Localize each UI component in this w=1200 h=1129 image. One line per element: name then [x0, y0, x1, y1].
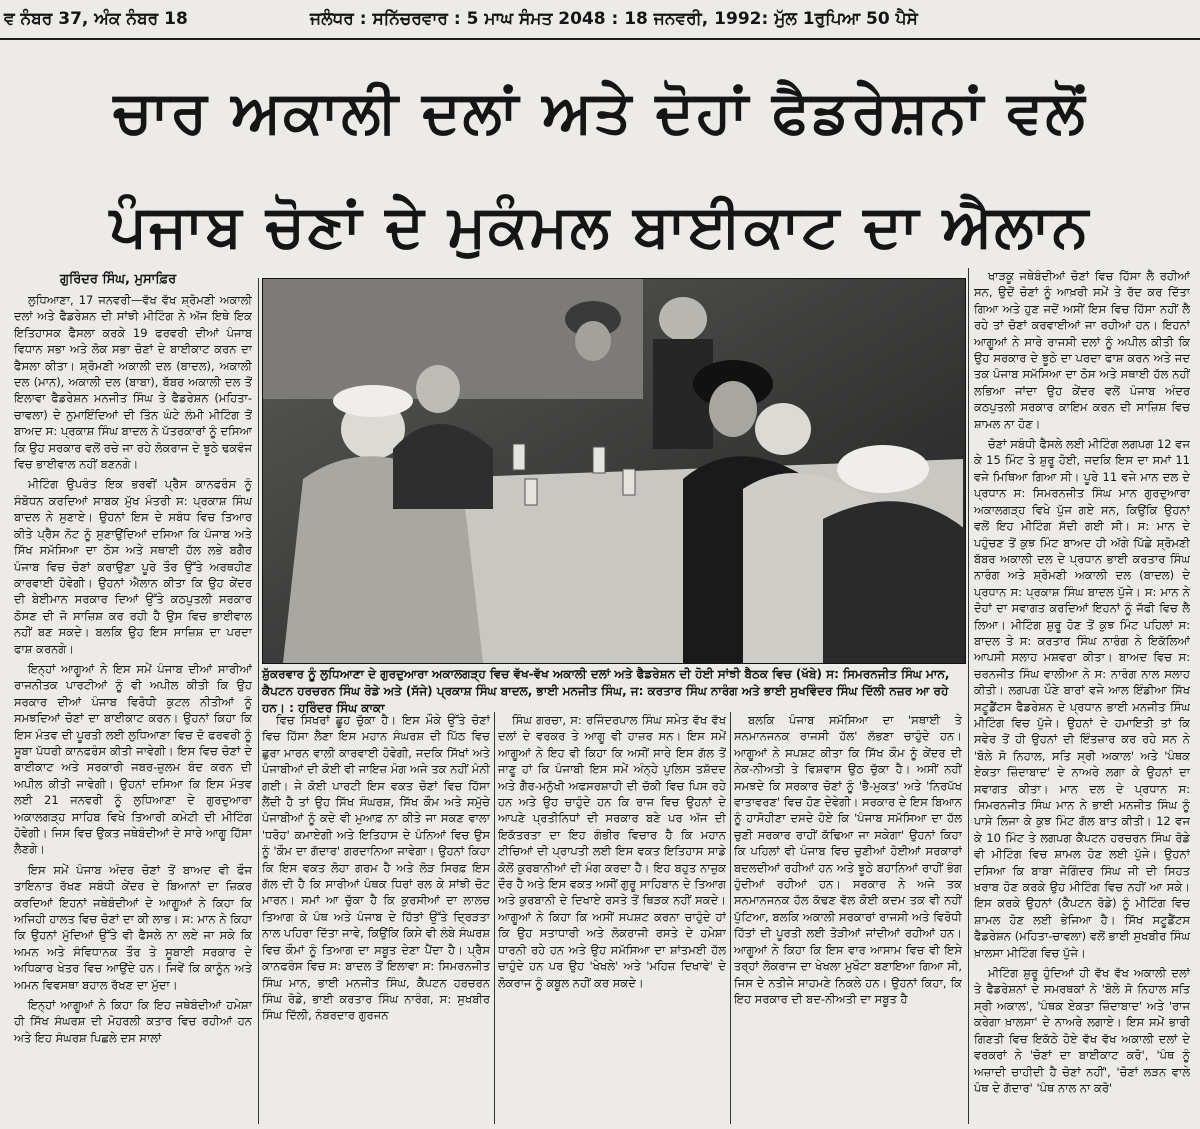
column-bottom-2 [498, 712, 726, 1124]
byline: ਗੁਰਿੰਦਰ ਸਿੰਘ, ਮੁਸਾਫ਼ਿਰ [60, 272, 177, 287]
photo-caption: ਸ਼ੁੱਕਰਵਾਰ ਨੂੰ ਲੁਧਿਆਣਾ ਦੇ ਗੁਰਦੁਆਰਾ ਅਕਾਲਗੜ੍ਹ ਵਿਚ ਵੱਖ-ਵੱਖ ਅਕਾਲੀ ਦਲਾਂ ਅਤੇ ਫੈਡਰੇਸ਼ਨ ਦੀ ਹੋਈ ਸਾਂਝੀ ਬੈਠਕ ਵਿਚ (ਖੱਬੇ) ਸ: ਸਿਮਰਨਜੀਤ ਸਿੰਘ ਮਾਨ, ਕੈਪਟਨ ਹਰਚਰਨ ਸਿੰਘ ਰੋਡੇ ਅਤੇ (ਸੱਜੇ) ਪ੍ਰਕਾਸ਼ ਸਿੰਘ ਬਾਦਲ, ਭਾਈ ਮਨਜੀਤ ਸਿੰਘ, ਜ: ਕਰਤਾਰ ਸਿੰਘ ਨਾਰੰਗ ਅਤੇ ਭਾਈ ਸੁਖਵਿੰਦਰ ਸਿੰਘ ਦਿੱਲੀ ਨਜ਼ਰ ਆ ਰਹੇ ਹਨ। : ਹਰਿੰਦਰ ਸਿੰਘ ਕਾਕਾ [262, 667, 950, 715]
column-left [14, 292, 252, 1122]
date-line: ਜਲੰਧਰ : ਸਨਿੱਚਰਵਾਰ : 5 ਮਾਘ ਸੰਮਤ 2048 : 18 ਜਨਵਰੀ, 1992: ਮੁੱਲ 1ਰੁਪਿਆ 50 ਪੈਸੇ [310, 9, 918, 29]
headline-line-1: ਚਾਰ ਅਕਾਲੀ ਦਲਾਂ ਅਤੇ ਦੋਹਾਂ ਫੈਡਰੇਸ਼ਨਾਂ ਵਲੋਂ [113, 78, 1087, 146]
column-right [974, 268, 1190, 1123]
paragraph: ਵਿਚ ਸਿਖਰਾਂ ਛੂਹ ਚੁੱਕਾ ਹੈ। ਇਸ ਮੌਕੇ ਉੱਤੇ ਚੋਣਾਂ ਵਿਚ ਹਿੱਸਾ ਲੈਣਾ ਇਸ ਮਹਾਨ ਸੰਘਰਸ਼ ਦੀ ਪਿੱਠ ਵਿਚ ਛੁਰਾ ਮਾਰਨ ਵਾਲੀ ਕਾਰਵਾਈ ਹੋਵੇਗੀ, ਜਦਕਿ ਸਿੱਖਾਂ ਅਤੇ ਪੰਜਾਬੀਆਂ ਦੀ ਕੋਈ ਵੀ ਜਾਇਜ਼ ਮੰਗ ਅਜੇ ਤਕ ਨਹੀਂ ਮੰਨੀ ਗਈ। ਜੇ ਕੋਈ ਪਾਰਟੀ ਇਸ ਵਕਤ ਚੋਣਾਂ ਵਿਚ ਹਿੱਸਾ ਲੈਂਦੀ ਹੈ ਤਾਂ ਉਹ ਸਿੱਖ ਸੰਘਰਸ਼, ਸਿੱਖ ਕੌਮ ਅਤੇ ਸਮੁੱਚੇ ਪੰਜਾਬੀਆਂ ਨੂੰ ਕਦੇ ਵੀ ਮੁਆਫ਼ ਨਾ ਕੀਤੇ ਜਾ ਸਕਣ ਵਾਲਾ 'ਧਰੋਹ' ਕਮਾਏਗੀ ਅਤੇ ਇਤਿਹਾਸ ਦੇ ਪੰਨਿਆਂ ਵਿਚ ਉਸ ਨੂੰ 'ਕੌਮ ਦਾ ਗੱਦਾਰ' ਗਰਦਾਨਿਆ ਜਾਵੇਗਾ। ਉਹਨਾਂ ਕਿਹਾ ਕਿ ਇਸ ਵਕਤ ਲੋਹਾ ਗਰਮ ਹੈ ਅਤੇ ਲੋੜ ਸਿਰਫ਼ ਇਸ ਗੱਲ ਦੀ ਹੈ ਕਿ ਸਾਰੀਆਂ ਪੰਥਕ ਧਿਰਾਂ ਰਲ ਕੇ ਸਾਂਝੀ ਚੋਟ ਮਾਰਨ। ਸਮਾਂ ਆ ਚੁੱਕਾ ਹੈ ਕਿ ਕੁਰਸੀਆਂ ਦਾ ਲਾਲਚ ਤਿਆਗ ਕੇ ਪੰਥ ਅਤੇ ਪੰਜਾਬ ਦੇ ਹਿੱਤਾਂ ਉੱਤੇ ਦ੍ਰਿੜਤਾ ਨਾਲ ਪਹਿਰਾ ਦਿੱਤਾ ਜਾਵੇ, ਕਿਉਂਕਿ ਕਿਸੇ ਵੀ ਲੰਬੇ ਸੰਘਰਸ਼ ਵਿਚ ਕੌਮਾਂ ਨੂੰ ਤਿਆਗ ਦਾ ਸਬੂਤ ਦੇਣਾ ਪੈਂਦਾ ਹੈ। ਪ੍ਰੈਸ ਕਾਨਫਰੰਸ ਵਿਚ ਸ: ਬਾਦਲ ਤੋਂ ਇਲਾਵਾ ਸ: ਸਿਮਰਨਜੀਤ ਸਿੰਘ ਮਾਨ, ਭਾਈ ਮਨਜੀਤ ਸਿੰਘ, ਕੈਪਟਨ ਹਰਚਰਨ ਸਿੰਘ ਰੋਡੇ, ਭਾਈ ਕਰਤਾਰ ਸਿੰਘ ਨਾਰੰਗ, ਸ: ਸੁਖਬੀਰ ਸਿੰਘ ਦਿੱਲੀ, ਨੰਬਰਦਾਰ ਗੁਰਜਨ [262, 713, 490, 1023]
photo-scene [263, 279, 965, 663]
paragraph: ਚੋਣਾਂ ਸਬੰਧੀ ਫੈਸਲੇ ਲਈ ਮੀਟਿੰਗ ਲਗਪਗ 12 ਵਜ ਕੇ 15 ਮਿੰਟ ਤੇ ਸ਼ੁਰੂ ਹੋਈ, ਜਦਕਿ ਇਸ ਦਾ ਸਮਾਂ 11 ਵਜੇ ਮਿਥਿਆ ਗਿਆ ਸੀ। ਪੂਰੇ 11 ਵਜੇ ਮਾਨ ਦਲ ਦੇ ਪ੍ਰਧਾਨ ਸ: ਸਿਮਰਨਜੀਤ ਸਿੰਘ ਮਾਨ ਗੁਰਦੁਆਰਾ ਅਕਾਲਗੜ੍ਹ ਵਿਖੇ ਪੁੱਜ ਗਏ ਸਨ, ਕਿਉਂਕਿ ਉਹਨਾਂ ਵਲੋਂ ਇਹ ਮੀਟਿੰਗ ਸੱਦੀ ਗਈ ਸੀ। ਸ: ਮਾਨ ਦੇ ਪਹੁੰਚਣ ਤੋਂ ਕੁਝ ਮਿੰਟ ਬਾਅਦ ਹੀ ਅੱਗੇ ਪਿੱਛੇ ਸ਼੍ਰੋਮਣੀ ਬੱਬਰ ਅਕਾਲੀ ਦਲ ਦੇ ਪ੍ਰਧਾਨ ਭਾਈ ਕਰਤਾਰ ਸਿੰਘ ਨਾਰੰਗ ਅਤੇ ਸ਼੍ਰੋਮਣੀ ਅਕਾਲੀ ਦਲ (ਬਾਦਲ) ਦੇ ਪ੍ਰਧਾਨ ਸ: ਪ੍ਰਕਾਸ਼ ਸਿੰਘ ਬਾਦਲ ਪੁੱਜੇ। ਸ: ਮਾਨ ਨੇ ਦੋਹਾਂ ਦਾ ਸਵਾਗਤ ਕਰਦਿਆਂ ਇਹਨਾਂ ਨੂੰ ਜੱਫੀ ਵਿਚ ਲੈ ਲਿਆ। ਮੀਟਿੰਗ ਸ਼ੁਰੂ ਹੋਣ ਤੋਂ ਕੁਝ ਮਿੰਟ ਪਹਿਲਾਂ ਸ: ਬਾਦਲ ਤੇ ਸ: ਕਰਤਾਰ ਸਿੰਘ ਨਾਰੰਗ ਨੇ ਇਕੱਲਿਆਂ ਆਪਸੀ ਸਲਾਹ ਮਸ਼ਵਰਾ ਕੀਤਾ। ਬਾਅਦ ਵਿਚ ਸ: ਚਰਨਜੀਤ ਸਿੰਘ ਵਾਲੀਆ ਨੇ ਸ: ਨਾਰੰਗ ਨਾਲ ਸਲਾਹ ਕੀਤੀ। ਲਗਪਗ ਪੌਣੇ ਬਾਰਾਂ ਵਜੇ ਆਲ ਇੰਡੀਆ ਸਿੱਖ ਸਟੂਡੈਂਟਸ ਫੈਡਰੇਸ਼ਨ ਦੇ ਪ੍ਰਧਾਨ ਭਾਈ ਮਨਜੀਤ ਸਿੰਘ ਮੀਟਿੰਗ ਵਿਚ ਪੁੱਜੇ। ਉਹਨਾਂ ਦੇ ਹਮਾਇਤੀ ਤਾਂ ਕਿ ਸਵੇਰ ਤੋਂ ਹੀ ਉਹਨਾਂ ਦੀ ਇੰਤਜ਼ਾਰ ਕਰ ਰਹੇ ਸਨ ਨੇ 'ਬੋਲੇ ਸੋ ਨਿਹਾਲ, ਸਤਿ ਸ੍ਰੀ ਅਕਾਲ' ਅਤੇ 'ਪੰਥਕ ਏਕਤਾ ਜ਼ਿੰਦਾਬਾਦ' ਦੇ ਨਾਅਰੇ ਲਗਾ ਕੇ ਉਹਨਾਂ ਦਾ ਸਵਾਗਤ ਕੀਤਾ। ਮਾਨ ਦਲ ਦੇ ਪ੍ਰਧਾਨ ਸ: ਸਿਮਰਨਜੀਤ ਸਿੰਘ ਮਾਨ ਨੇ ਭਾਈ ਮਨਜੀਤ ਸਿੰਘ ਨੂੰ ਪਾਸੇ ਲਿਜਾ ਕੇ ਕੁਝ ਮਿੰਟ ਗੱਲ ਬਾਤ ਕੀਤੀ। 12 ਵਜ ਕੇ 10 ਮਿੰਟ ਤੇ ਲਗਪਗ ਕੈਪਟਨ ਹਰਚਰਨ ਸਿੰਘ ਰੋਡੇ ਵੀ ਮੀਟਿੰਗ ਵਿਚ ਸ਼ਾਮਲ ਹੋਣ ਲਈ ਪੁੱਜੇ। ਉਹਨਾਂ ਦਸਿਆ ਕਿ ਬਾਬਾ ਜੋਗਿੰਦਰ ਸਿੰਘ ਜੀ ਦੀ ਸਿਹਤ ਖ਼ਰਾਬ ਹੋਣ ਕਰਕੇ ਉਹ ਮੀਟਿੰਗ ਵਿਚ ਨਹੀਂ ਆ ਸਕੇ। ਇਸ ਕਰਕੇ ਉਹਨਾਂ (ਕੈਪਟਨ ਰੋਡੇ) ਨੂੰ ਮੀਟਿੰਗ ਵਿਚ ਸ਼ਾਮਲ ਹੋਣ ਲਈ ਭੇਜਿਆ ਹੈ। ਸਿੱਖ ਸਟੂਡੈਂਟਸ ਫੈਡਰੇਸ਼ਨ (ਮਹਿਤਾ-ਚਾਵਲਾ) ਵਲੋਂ ਭਾਈ ਸੁਖਬੀਰ ਸਿੰਘ ਖ਼ਾਲਸਾ ਮੀਟਿੰਗ ਵਿਚ ਪੁੱਜੇ। [974, 437, 1190, 960]
column-divider [730, 712, 731, 1124]
paragraph: ਸਿੰਘ ਗਰਚਾ, ਸ: ਰਜਿੰਦਰਪਾਲ ਸਿੰਘ ਸਮੇਤ ਵੱਖ ਵੱਖ ਦਲਾਂ ਦੇ ਵਰਕਰ ਤੇ ਆਗੂ ਵੀ ਹਾਜ਼ਰ ਸਨ। ਇਸ ਸਮੇਂ ਆਗੂਆਂ ਨੇ ਇਹ ਵੀ ਕਿਹਾ ਕਿ ਅਸੀਂ ਸਾਰੇ ਇਸ ਗੱਲ ਤੋਂ ਜਾਣੂ ਹਾਂ ਕਿ ਪੰਜਾਬੀ ਇਸ ਸਮੇਂ ਅੰਨ੍ਹੇ ਪੁਲਿਸ ਤਸ਼ੱਦਦ ਅਤੇ ਗੈਰ-ਮਨੁੱਖੀ ਅਫਸਰਸ਼ਾਹੀ ਦੀ ਚੱਕੀ ਵਿਚ ਪਿਸ ਰਹੇ ਹਨ ਅਤੇ ਉਹ ਚਾਹੁੰਦੇ ਹਨ ਕਿ ਰਾਜ ਵਿਚ ਉਹਨਾਂ ਦੇ ਆਪਣੇ ਪ੍ਰਤੀਨਿਧਾਂ ਦੀ ਸਰਕਾਰ ਬਣੇ ਪਰ ਅੱਜ ਦੀ ਇਕੱਤਰਤਾ ਦਾ ਇਹ ਗੰਭੀਰ ਵਿਚਾਰ ਹੈ ਕਿ ਮਹਾਨ ਟੀਚਿਆਂ ਦੀ ਪ੍ਰਾਪਤੀ ਲਈ ਇਸ ਵਕਤ ਇਤਿਹਾਸ ਸਾਡੇ ਕੋਲੋਂ ਕੁਰਬਾਨੀਆਂ ਦੀ ਮੰਗ ਕਰਦਾ ਹੈ। ਇਹ ਬਹੁਤ ਨਾਜ਼ੁਕ ਦੌਰ ਹੈ ਅਤੇ ਇਸ ਵਕਤ ਅਸੀਂ ਗੁਰੂ ਸਾਹਿਬਾਨ ਦੇ ਤਿਆਗ ਅਤੇ ਕੁਰਬਾਨੀ ਦੇ ਦਿਖਾਏ ਰਸਤੇ ਤੋਂ ਥਿੜਕ ਨਹੀਂ ਸਕਦੇ। ਆਗੂਆਂ ਨੇ ਕਿਹਾ ਕਿ ਅਸੀਂ ਸਪਸ਼ਟ ਕਰਨਾ ਚਾਹੁੰਦੇ ਹਾਂ ਕਿ ਉਹ ਸਤਾਧਾਰੀ ਅਤੇ ਲੋਕਰਾਜੀ ਰਸਤੇ ਦੇ ਹਮੇਸ਼ਾ ਧਾਰਨੀ ਰਹੇ ਹਨ ਅਤੇ ਉਹ ਸਮੱਸਿਆ ਦਾ ਸ਼ਾਂਤਮਈ ਹੱਲ ਚਾਹੁੰਦੇ ਹਨ ਪਰ ਉਹ 'ਖੇਖਲੇ' ਅਤੇ 'ਮਹਿਜ਼ ਦਿਖਾਵੇ' ਦੇ ਲੋਕਰਾਜ ਨੂੰ ਕਬੂਲ ਨਹੀਂ ਕਰ ਸਕਦੇ। [498, 713, 726, 990]
issue-number: ਵ ਨੰਬਰ 37, ਅੰਕ ਨੰਬਰ 18 [4, 9, 188, 29]
column-bottom-3 [734, 712, 962, 1124]
paragraph: ਬਲਕਿ ਪੰਜਾਬ ਸਮੱਸਿਆ ਦਾ 'ਸਥਾਈ ਤੇ ਸਨਮਾਨਜਨਕ ਰਾਜਸੀ ਹੱਲ' ਲੱਭਣਾ ਚਾਹੁੰਦੇ ਹਨ। ਆਗੂਆਂ ਨੇ ਸਪਸ਼ਟ ਕੀਤਾ ਕਿ ਸਿੱਖ ਕੌਮ ਨੂੰ ਕੇਂਦਰ ਦੀ ਨੇਕ-ਨੀਅਤੀ ਤੇ ਵਿਸ਼ਵਾਸ ਉਠ ਚੁੱਕਾ ਹੈ। ਅਸੀਂ ਨਹੀਂ ਸਮਝਦੇ ਕਿ ਸਰਕਾਰ ਚੋਣਾਂ ਨੂੰ 'ਭੈ-ਮੁਕਤ' ਅਤੇ 'ਨਿਰਪੱਖ ਵਾਤਾਵਰਣ' ਵਿਚ ਹੋਣ ਦੇਵੇਗੀ। ਸਰਕਾਰ ਦੇ ਇਸ ਬਿਆਨ ਨੂੰ ਹਾਸੋਹੀਣਾ ਦਸਦੇ ਹੋਏ ਕਿ 'ਪੰਜਾਬ ਸਮੱਸਿਆ ਦਾ ਹੱਲ ਚੁਣੀ ਸਰਕਾਰ ਰਾਹੀਂ ਕੱਢਿਆ ਜਾ ਸਕੇਗਾ' ਉਹਨਾਂ ਕਿਹਾ ਕਿ ਪਹਿਲਾਂ ਵੀ ਪੰਜਾਬ ਵਿਚ ਚੁਣੀਆਂ ਹੋਈਆਂ ਸਰਕਾਰਾਂ ਬਦਲਦੀਆਂ ਰਹੀਆਂ ਹਨ ਅਤੇ ਝੂਠੇ ਬਹਾਨਿਆਂ ਰਾਹੀਂ ਭੰਗ ਹੁੰਦੀਆਂ ਰਹੀਆਂ ਹਨ। ਸਰਕਾਰ ਨੇ ਅਜੇ ਤਕ ਸਨਮਾਨਜਨਕ ਹੱਲ ਕੱਢਣ ਵੱਲ ਕੋਈ ਕਦਮ ਤਕ ਵੀ ਨਹੀਂ ਪੁੱਟਿਆ, ਬਲਕਿ ਅਕਾਲੀ ਸਰਕਾਰਾਂ ਰਾਜਸੀ ਅਤੇ ਵਿਰੋਧੀ ਹਿੱਤਾਂ ਦੀ ਪੂਰਤੀ ਲਈ ਤੋੜੀਆਂ ਜਾਂਦੀਆਂ ਰਹੀਆਂ ਹਨ। ਆਗੂਆਂ ਨੇ ਕਿਹਾ ਕਿ ਇਸ ਵਾਰ ਆਸਾਮ ਵਿਚ ਵੀ ਇਸੇ ਤਰ੍ਹਾਂ ਲੋਕਰਾਜ ਦਾ ਖੇਖਲਾ ਮੁਖੌਟਾ ਬਣਾਇਆ ਗਿਆ ਸੀ, ਜਿਸ ਦੇ ਨਤੀਜੇ ਸਾਹਮਣੇ ਨਿਕਲੇ ਹਨ। ਉਹਨਾਂ ਕਿਹਾ, ਕਿ ਇਹ ਸਰਕਾਰ ਦੀ ਬਦ-ਨੀਅਤੀ ਦਾ ਸਬੂਤ ਹੈ [734, 713, 962, 1006]
column-divider [968, 268, 969, 1124]
paragraph: ਮੀਟਿੰਗ ਸ਼ੁਰੂ ਹੁੰਦਿਆਂ ਹੀ ਵੱਖ ਵੱਖ ਅਕਾਲੀ ਦਲਾਂ ਤੇ ਫੈਡਰੇਸ਼ਨਾਂ ਦੇ ਸਮਰਥਕਾਂ ਨੇ 'ਬੋਲੇ ਸੋ ਨਿਹਾਲ ਸਤਿ ਸ੍ਰੀ ਅਕਾਲ', 'ਪੰਥਕ ਏਕਤਾ ਜ਼ਿੰਦਾਬਾਦ' ਅਤੇ 'ਰਾਜ ਕਰੇਗਾ ਖ਼ਾਲਸਾ' ਦੇ ਨਾਅਰੇ ਲਗਾਏ। ਇਸ ਸਮੇਂ ਭਾਰੀ ਗਿਣਤੀ ਵਿਚ ਇਕੱਠੇ ਹੋਏ ਵੱਖ ਵੱਖ ਅਕਾਲੀ ਦਲਾਂ ਦੇ ਵਰਕਰਾਂ ਨੇ 'ਚੋਣਾਂ ਦਾ ਬਾਈਕਾਟ ਕਰੋ', 'ਪੰਥ ਨੂੰ ਅਜ਼ਾਦੀ ਚਾਹੀਦੀ ਹੈ ਚੋਣਾਂ ਨਹੀਂ', 'ਚੋਣਾਂ ਲੜਨ ਵਾਲੇ ਪੰਥ ਦੇ ਗੱਦਾਰ' 'ਪੰਥ ਨਾਲ ਨਾ ਕਰੋ' [974, 966, 1190, 1095]
news-photo [262, 278, 966, 664]
paragraph: ਖਾੜਕੂ ਜਥੇਬੰਦੀਆਂ ਚੋਣਾਂ ਵਿਚ ਹਿੱਸਾ ਲੈ ਰਹੀਆਂ ਸਨ, ਉਦੋਂ ਚੋਣਾਂ ਨੂੰ ਆਖ਼ਰੀ ਸਮੇਂ ਤੇ ਰੱਦ ਕਰ ਦਿੱਤਾ ਗਿਆ ਅਤੇ ਹੁਣ ਜਦੋਂ ਅਸੀਂ ਇਸ ਵਿਚ ਹਿੱਸਾ ਨਹੀਂ ਲੈ ਰਹੇ ਤਾਂ ਚੋਣਾਂ ਕਰਵਾਈਆਂ ਜਾ ਰਹੀਆਂ ਹਨ। ਇਹਨਾਂ ਆਗੂਆਂ ਨੇ ਸਾਰੇ ਰਾਜਸੀ ਦਲਾਂ ਨੂੰ ਅਪੀਲ ਕੀਤੀ ਕਿ ਉਹ ਸਰਕਾਰ ਦੇ ਝੂਠੇ ਦਾ ਪਰਦਾ ਫਾਸ਼ ਕਰਨ ਅਤੇ ਜਦ ਤਕ ਪੰਜਾਬ ਸਮੱਸਿਆ ਦਾ ਠੋਸ ਅਤੇ ਸਥਾਈ ਹੱਲ ਨਹੀਂ ਲਭਿਆ ਜਾਂਦਾ ਉਹ ਕੇਂਦਰ ਵਲੋਂ ਪੰਜਾਬ ਅੰਦਰ ਕਠਪੁਤਲੀ ਸਰਕਾਰ ਕਾਇਮ ਕਰਨ ਦੀ ਸਾਜ਼ਿਸ਼ ਵਿਚ ਸ਼ਾਮਲ ਨਾ ਹੋਣ। [974, 269, 1190, 431]
paragraph: ਮੀਟਿੰਗ ਉਪਰੰਤ ਇਕ ਭਰਵੀਂ ਪ੍ਰੈਸ ਕਾਨਫਰੰਸ ਨੂੰ ਸੰਬੋਧਨ ਕਰਦਿਆਂ ਸਾਬਕ ਮੁੱਖ ਮੰਤਰੀ ਸ: ਪ੍ਰਕਾਸ਼ ਸਿੰਘ ਬਾਦਲ ਨੇ ਸੁਣਾਏ। ਉਹਨਾਂ ਇਸ ਦੇ ਸਬੰਧ ਵਿਚ ਤਿਆਰ ਕੀਤੇ ਪ੍ਰੈਸ ਨੋਟ ਨੂੰ ਸੁਣਾਉਂਦਿਆਂ ਦਸਿਆ ਕਿ ਪੰਜਾਬ ਅਤੇ ਸਿੱਖ ਸਮੱਸਿਆ ਦਾ ਠੋਸ ਅਤੇ ਸਥਾਈ ਹੱਲ ਲਭੇ ਬਗੈਰ ਪੰਜਾਬ ਵਿਚ ਚੋਣਾਂ ਕਰਾਉਣਾ ਪੂਰੇ ਤੌਰ ਉੱਤੇ ਅਰਥਹੀਣ ਕਾਰਵਾਈ ਹੋਵੇਗੀ। ਉਹਨਾਂ ਐਲਾਨ ਕੀਤਾ ਕਿ ਉਹ ਕੇਂਦਰ ਦੀ ਬੇਈਮਾਨ ਸਰਕਾਰ ਦਿਆਂ ਉੱਤੇ ਕਠਪੁਤਲੀ ਸਰਕਾਰ ਠੋਸਣ ਦੀ ਜੋ ਸਾਜ਼ਿਸ਼ ਕਰ ਰਹੀ ਹੈ ਉਸ ਵਿਚ ਭਾਈਵਾਲ ਨਹੀਂ ਬਣ ਸਕਦੇ। ਬਲਕਿ ਉਹ ਇਸ ਸਾਜ਼ਿਸ਼ ਦਾ ਪਰਦਾ ਫਾਸ਼ ਕਰਨਗੇ। [14, 477, 252, 656]
paragraph: ਇਨ੍ਹਾਂ ਆਗੂਆਂ ਨੇ ਇਸ ਸਮੇਂ ਪੰਜਾਬ ਦੀਆਂ ਸਾਰੀਆਂ ਰਾਜਨੀਤਕ ਪਾਰਟੀਆਂ ਨੂੰ ਵੀ ਅਪੀਲ ਕੀਤੀ ਕਿ ਉਹ ਸਰਕਾਰ ਦੀਆਂ ਪੰਜਾਬ ਵਿਰੋਧੀ ਕੁਟਲ ਨੀਤੀਆਂ ਨੂੰ ਸਮਝਦਿਆਂ ਚੋਣਾਂ ਦਾ ਬਾਈਕਾਟ ਕਰਨ। ਉਹਨਾਂ ਕਿਹਾ ਕਿ ਇਸ ਮੰਤਵ ਦੀ ਪੂਰਤੀ ਲਈ ਲੁਧਿਆਣਾ ਵਿਚ ਦੋ ਫਰਵਰੀ ਨੂੰ ਸੂਬਾ ਪੱਧਰੀ ਕਾਨਫਰੰਸ ਕੀਤੀ ਜਾਵੇਗੀ। ਇਸ ਵਿਚ ਚੋਣਾਂ ਦੇ ਬਾਈਕਾਟ ਅਤੇ ਸਰਕਾਰੀ ਜਬਰ-ਜ਼ੁਲਮ ਬੰਦ ਕਰਨ ਦੀ ਅਪੀਲ ਕੀਤੀ ਜਾਵੇਗੀ। ਉਹਨਾਂ ਦਸਿਆ ਕਿ ਇਸ ਮੰਤਵ ਲਈ 21 ਜਨਵਰੀ ਨੂੰ ਲੁਧਿਆਣਾ ਦੇ ਗੁਰਦੁਆਰਾ ਅਕਾਲਗੜ੍ਹ ਸਾਹਿਬ ਵਿਖੇ ਤਿਆਰੀ ਕਮੇਟੀ ਦੀ ਮੀਟਿੰਗ ਹੋਵੇਗੀ। ਜਿਸ ਵਿਚ ਉਕਤ ਜਥੇਬੰਦੀਆਂ ਦੇ ਸਾਰੇ ਆਗੂ ਹਿੱਸਾ ਲੈਣਗੇ। [14, 661, 252, 857]
paragraph: ਇਨ੍ਹਾਂ ਆਗੂਆਂ ਨੇ ਕਿਹਾ ਕਿ ਇਹ ਜਥੇਬੰਦੀਆਂ ਹਮੇਸ਼ਾ ਹੀ ਸਿੱਖ ਸੰਘਰਸ਼ ਦੀ ਮੋਹਰਲੀ ਕਤਾਰ ਵਿਚ ਰਹੀਆਂ ਹਨ ਅਤੇ ਇਹ ਸੰਘਰਸ਼ ਪਿਛਲੇ ਦਸ ਸਾਲਾਂ [14, 998, 252, 1045]
column-bottom-1 [262, 712, 490, 1124]
masthead [0, 0, 1200, 40]
paragraph: ਇਸ ਸਮੇਂ ਪੰਜਾਬ ਅੰਦਰ ਚੋਣਾਂ ਤੋਂ ਬਾਅਦ ਵੀ ਫੌਜ ਤਾਇਨਾਤ ਰੱਖਣ ਸਬੰਧੀ ਕੇਂਦਰ ਦੇ ਬਿਆਨਾਂ ਦਾ ਜ਼ਿਕਰ ਕਰਦਿਆਂ ਇਹਨਾਂ ਜਥੇਬੰਦੀਆਂ ਦੇ ਆਗੂਆਂ ਨੇ ਕਿਹਾ ਕਿ ਅਜਿਹੀ ਹਾਲਤ ਵਿਚ ਚੋਣਾਂ ਦਾ ਕੀ ਲਾਭ। ਸ: ਮਾਨ ਨੇ ਕਿਹਾ ਕਿ ਉਹਨਾਂ ਮੁੱਦਿਆਂ ਉੱਤੇ ਵੀ ਫੈਸਲੇ ਨਾ ਲਏ ਜਾ ਸਕੇ ਕਿ ਅਮਨ ਅਤੇ ਸੰਵਿਧਾਨਕ ਤੌਰ ਤੇ ਸੂਬਾਈ ਸਰਕਾਰ ਦੇ ਅਧਿਕਾਰ ਖੇਤਰ ਵਿਚ ਆਉਂਦੇ ਹਨ। ਜਿਵੇਂ ਕਿ ਕਾਨੂੰਨ ਅਤੇ ਅਮਨ ਵਿਵਸਥਾ ਬਹਾਲ ਰੱਖਣ ਦਾ ਮੁੱਦਾ। [14, 862, 252, 992]
headline-line-2: ਪੰਜਾਬ ਚੋਣਾਂ ਦੇ ਮੁਕੰਮਲ ਬਾਈਕਾਟ ਦਾ ਐਲਾਨ [109, 192, 1091, 260]
column-divider [494, 712, 495, 1124]
column-divider [258, 278, 259, 1124]
paragraph: ਲੁਧਿਆਣਾ, 17 ਜਨਵਰੀ—ਵੱਖ ਵੱਖ ਸ਼੍ਰੋਮਣੀ ਅਕਾਲੀ ਦਲਾਂ ਅਤੇ ਫੈਡਰੇਸ਼ਨ ਦੀ ਸਾਂਝੀ ਮੀਟਿੰਗ ਨੇ ਅੱਜ ਇਥੇ ਇਕ ਇਤਿਹਾਸਕ ਫੈਸਲਾ ਕਰਕੇ 19 ਫਰਵਰੀ ਦੀਆਂ ਪੰਜਾਬ ਵਿਧਾਨ ਸਭਾ ਅਤੇ ਲੋਕ ਸਭਾ ਚੋਣਾਂ ਦੇ ਬਾਈਕਾਟ ਕਰਨ ਦਾ ਫੈਸਲਾ ਕੀਤਾ। ਸ਼੍ਰੋਮਣੀ ਅਕਾਲੀ ਦਲ (ਬਾਦਲ), ਅਕਾਲੀ ਦਲ (ਮਾਨ), ਅਕਾਲੀ ਦਲ (ਬਾਬਾ), ਬੱਬਰ ਅਕਾਲੀ ਦਲ ਤੋਂ ਇਲਾਵਾ ਫੈਡਰੇਸ਼ਨ ਮਨਜੀਤ ਸਿੰਘ ਤੇ ਫੈਡਰੇਸ਼ਨ (ਮਹਿਤਾ-ਚਾਵਲਾ) ਦੇ ਨੁਮਾਇੰਦਿਆਂ ਦੀ ਤਿੰਨ ਘੰਟੇ ਲੰਮੀ ਮੀਟਿੰਗ ਤੋਂ ਬਾਅਦ ਸ: ਪ੍ਰਕਾਸ਼ ਸਿੰਘ ਬਾਦਲ ਨੇ ਪੱਤਰਕਾਰਾਂ ਨੂੰ ਦਸਿਆ ਕਿ ਉਹ ਸਰਕਾਰ ਵਲੋਂ ਰਚੇ ਜਾ ਰਹੇ ਲੋਕਰਾਜ ਦੇ ਝੂਠੇ ਢਕਵੰਜ ਵਿਚ ਭਾਈਵਾਲ ਨਹੀਂ ਬਣਨਗੇ। [14, 293, 252, 472]
